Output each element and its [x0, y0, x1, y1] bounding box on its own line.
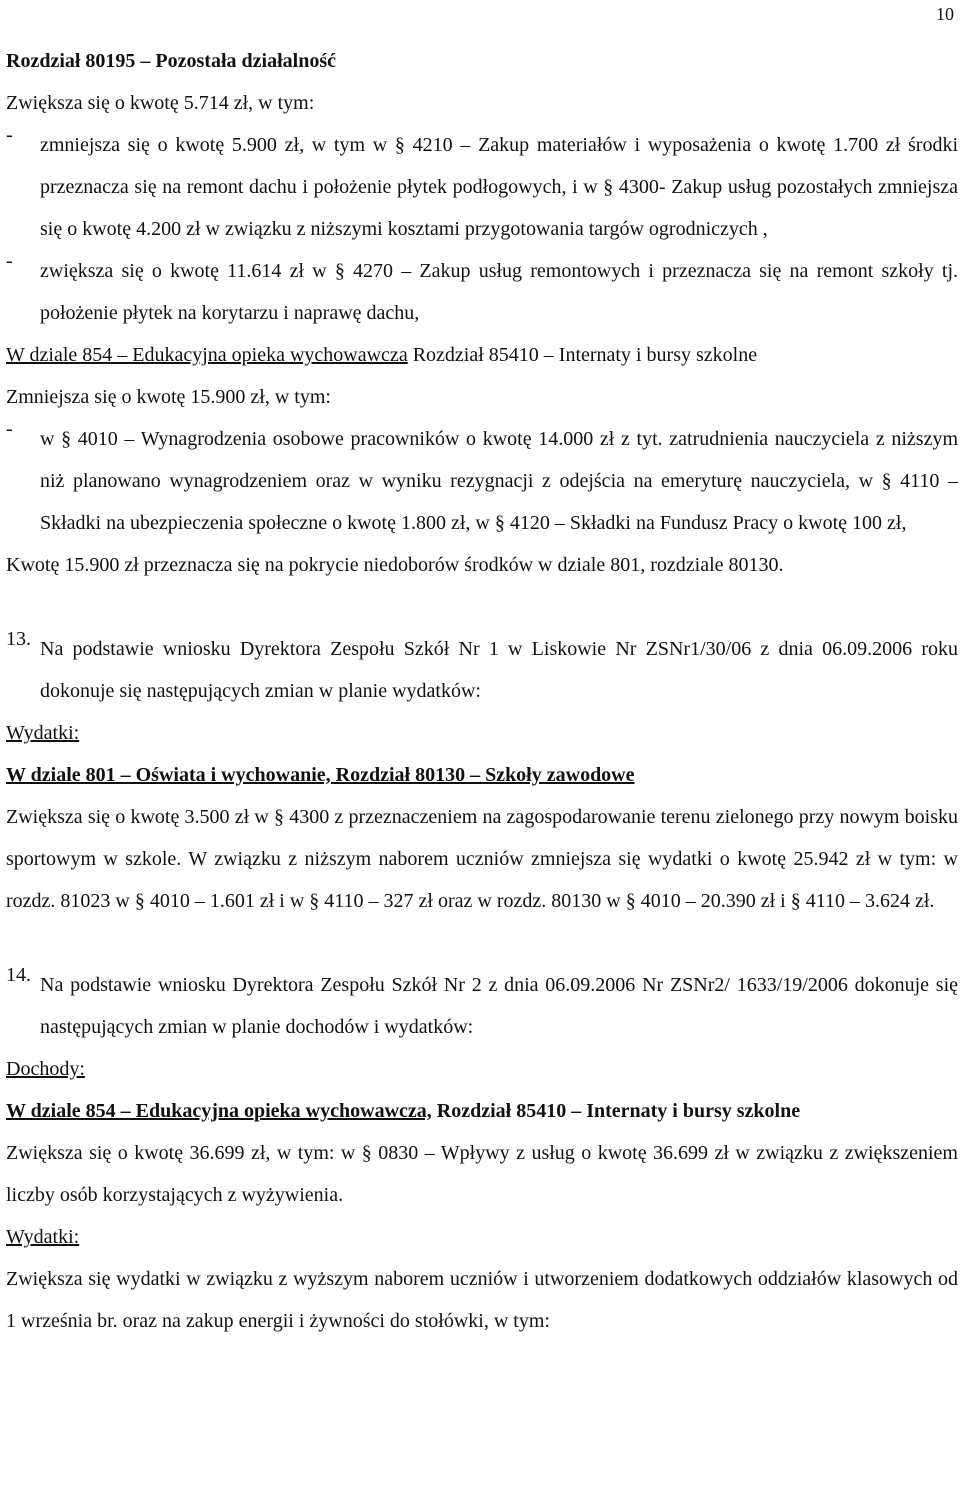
section-heading-801: W dziale 801 – Oświata i wychowanie, Rozdział 80130 – Szkoły zawodowe [6, 764, 635, 786]
heading-underlined: W dziale 854 – Edukacyjna opieka wychowawcza [6, 344, 408, 366]
section-heading-854-b [6, 1090, 958, 1132]
dash-marker: - [6, 418, 13, 440]
list-item [6, 124, 958, 250]
numbered-item-13 [6, 628, 958, 712]
dash-marker: - [6, 250, 13, 272]
paragraph-decrease-15900: Zmniejsza się o kwotę 15.900 zł, w tym: [6, 386, 331, 408]
heading-chapter: Rozdział 85410 – Internaty i bursy szkolne [431, 1100, 801, 1122]
paragraph-801: Zwiększa się o kwotę 3.500 zł w § 4300 z przeznaczeniem na zagospodarowanie terenu zielonego przy nowym boisku sportowym w szkole. W związku z niższym naborem uczniów zmniejsza się wydatki o kwotę 25.942 zł w tym: w rozdz. 81023 w § 4010 – 1.601 zł i w § 4110 – 327 zł oraz w rozdz. 80130 w § 4010 – 20.390 zł i § 4110 – 3.624 zł. [6, 806, 958, 912]
document-body [6, 40, 958, 1342]
expenses-label: Wydatki: [6, 722, 80, 744]
list-item-text: w § 4010 – Wynagrodzenia osobowe pracowników o kwotę 14.000 zł z tyt. zatrudnienia nauczyciela z niższym niż planowano wynagrodzeniem oraz w wyniku rezygnacji z odejścia na emeryturę nauczyciela, w § 4110 – Składki na ubezpieczenia społeczne o kwotę 1.800 zł, w § 4120 – Składki na Fundusz Pracy o kwotę 100 zł, [40, 428, 958, 534]
paragraph-income: Zwiększa się o kwotę 36.699 zł, w tym: w § 0830 – Wpływy z usług o kwotę 36.699 zł w związku z zwiększeniem liczby osób korzystających z wyżywienia. [6, 1142, 958, 1206]
list-item-text: zwiększa się o kwotę 11.614 zł w § 4270 – Zakup usług remontowych i przeznacza się na remont szkoły tj. położenie płytek na korytarzu i naprawę dachu, [40, 260, 958, 324]
list-item-text: zmniejsza się o kwotę 5.900 zł, w tym w § 4210 – Zakup materiałów i wyposażenia o kwotę 1.700 zł środki przeznacza się na remont dachu i położenie płytek podłogowych, i w § 4300- Zakup usług pozostałych zmniejsza się o kwotę 4.200 zł w związku z niższymi kosztami przygotowania targów ogrodniczych , [40, 134, 958, 240]
income-label: Dochody: [6, 1058, 85, 1080]
paragraph-expenses: Zwiększa się wydatki w związku z wyższym naborem uczniów i utworzeniem dodatkowych oddziałów klasowych od 1 września br. oraz na zakup energii i żywności do stołówki, w tym: [6, 1268, 958, 1332]
paragraph-amount-15900: Kwotę 15.900 zł przeznacza się na pokrycie niedoborów środków w dziale 801, rozdziale 80130. [6, 554, 784, 576]
list-item [6, 418, 958, 544]
heading-underlined: W dziale 854 – Edukacyjna opieka wychowawcza, [6, 1100, 432, 1122]
paragraph-increase-5714: Zwiększa się o kwotę 5.714 zł, w tym: [6, 92, 315, 114]
item-text: Na podstawie wniosku Dyrektora Zespołu Szkół Nr 2 z dnia 06.09.2006 Nr ZSNr2/ 1633/19/2006 dokonuje się następujących zmian w planie dochodów i wydatków: [40, 974, 958, 1038]
page-number: 10 [936, 4, 954, 24]
dash-marker: - [6, 124, 13, 146]
item-number: 13. [6, 628, 31, 650]
numbered-item-14 [6, 964, 958, 1048]
section-heading-80195: Rozdział 80195 – Pozostała działalność [6, 50, 336, 72]
heading-chapter: Rozdział 85410 – Internaty i bursy szkolne [407, 344, 758, 366]
section-heading-854 [6, 334, 958, 376]
item-number: 14. [6, 964, 31, 986]
expenses-label: Wydatki: [6, 1226, 80, 1248]
list-item [6, 250, 958, 334]
item-text: Na podstawie wniosku Dyrektora Zespołu Szkół Nr 1 w Liskowie Nr ZSNr1/30/06 z dnia 06.09.2006 roku dokonuje się następujących zmian w planie wydatków: [40, 638, 958, 702]
